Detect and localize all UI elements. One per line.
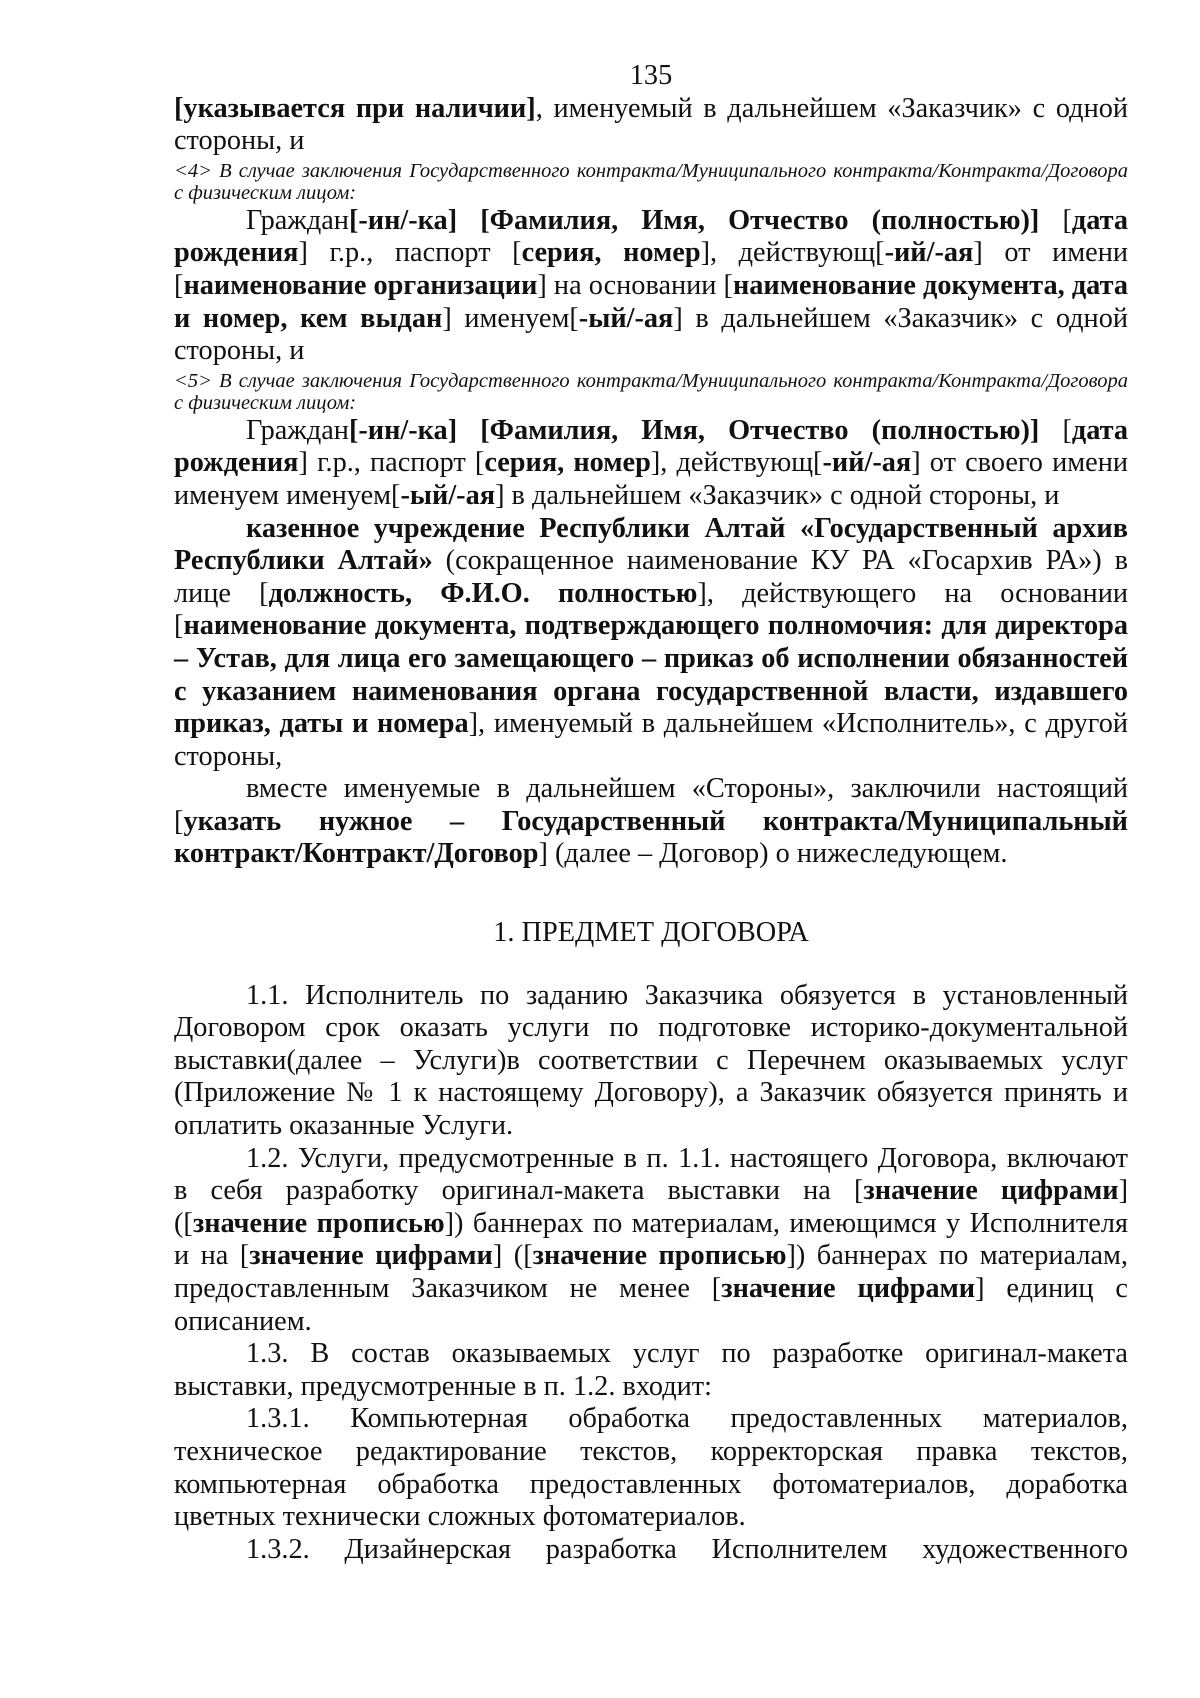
text-run: [ — [1039, 204, 1072, 236]
paragraph — [174, 773, 1128, 871]
text-run: 1.3.2. Дизайнерская разработка Исполнителем художественного — [246, 1533, 1128, 1565]
text-run: <5> В случае заключения Государственного контракта/Муниципального контракта/Контракта/Договора с физическим лицом: — [174, 369, 1128, 414]
bold-text-run: казенное учреждение Республики Алтай «Государственный архив Республики Алтай» — [174, 512, 1128, 577]
text-run: ] на основании [ — [537, 269, 733, 301]
text-run: ], именуемый в дальнейшем «Исполнитель», с другой стороны, — [174, 708, 1128, 772]
text-run: ] ([ — [492, 1240, 533, 1272]
paragraph — [174, 1338, 1128, 1403]
bold-text-run: -ий/-ая — [822, 447, 912, 479]
bold-text-run: значение цифрами — [721, 1273, 976, 1304]
text-run: 1.2. Услуги, предусмотренные в п. 1.1. настоящего Договора, включают в себя разработку оригинал-макета выставки на [ — [174, 1142, 1128, 1207]
text-run: ] ([ — [174, 1175, 1128, 1239]
bold-text-run: значение цифрами — [249, 1240, 493, 1272]
paragraph — [174, 1534, 1128, 1567]
text-run: ] г.р., паспорт [ — [298, 237, 522, 269]
section-heading — [174, 917, 1128, 950]
text-run: 1.3. В состав оказываемых услуг по разработке оригинал-макета выставки, предусмотренные в п. 1.2. входит: — [174, 1338, 1128, 1402]
paragraph — [174, 513, 1128, 774]
text-run: 1.1. Исполнитель по заданию Заказчика обязуется в установленный Договором срок оказать услуги по подготовке историко-документальной выставки(далее – Услуги)в соответствии с Перечнем оказываемых услуг (Приложение № 1 к настоящему Договору), а Заказчик обязуется принять и оплатить оказанные Услуги. — [174, 979, 1128, 1142]
text-run: 1.3.1. Компьютерная обработка предоставленных материалов, техническое редактирование текстов, корректорская правка текстов, компьютерная обработка предоставленных фотоматериалов, доработка цветных технически сложных фотоматериалов. — [174, 1403, 1128, 1533]
text-run: ], действующего на основании [ — [174, 577, 1128, 642]
text-run: , именуемый в дальнейшем «Заказчик» с одной стороны, и — [174, 92, 1129, 157]
bold-text-run: [-ин/-ка] — [348, 414, 458, 446]
bold-text-run: значение цифрами — [863, 1175, 1119, 1207]
text-run: ], действующ[ — [700, 237, 885, 269]
text-run: Граждан — [246, 414, 349, 446]
text-run: ]) баннерах по материалам, предоставленным Заказчиком не менее [ — [174, 1240, 1129, 1304]
bold-text-run: наименование документа, дата и номер, кем выдан — [174, 269, 1128, 334]
text-run: (сокращенное наименование КУ РА «Госархив РА») в лице [ — [174, 545, 1128, 609]
bold-text-run: -ый/-ая — [578, 302, 674, 334]
paragraph — [174, 415, 1128, 513]
page-number: 135 — [629, 60, 673, 91]
text-run: вместе именуемые в дальнейшем «Стороны», заключили настоящий [ — [174, 773, 1128, 837]
bold-text-run: указать нужное – Государственный контракта/Муниципальный контракт/Контракт/Договор — [174, 805, 1128, 870]
bold-text-run: -ий/-ая — [884, 237, 974, 269]
text-run: ] (далее – Договор) о нижеследующем. — [538, 838, 1008, 870]
bold-text-run: серия, номер — [521, 237, 701, 269]
bold-text-run: дата рождения — [174, 204, 1128, 269]
text-run — [457, 205, 480, 236]
text-run: Граждан — [246, 204, 349, 236]
bold-text-run: наименование организации — [183, 269, 538, 301]
paragraph — [174, 1143, 1128, 1339]
footnote-remark — [174, 160, 1128, 204]
text-run: [ — [1039, 414, 1072, 446]
text-run: ], действующ[ — [650, 447, 823, 479]
footnote-remark — [174, 370, 1128, 414]
bold-text-run: [Фамилия, Имя, Отчество (полностью)] — [480, 204, 1040, 236]
text-run: ] в дальнейшем «Заказчик» с одной стороны, и — [495, 479, 1060, 511]
bold-text-run: [-ин/-ка] — [348, 204, 458, 236]
text-run: <4> В случае заключения Государственного контракта/Муниципального контракта/Контракта/Договора с физическим лицом: — [174, 159, 1128, 204]
bold-text-run: наименование документа, подтверждающего полномочия: для директора – Устав, для лица его замещающего – приказ об исполнении обязанностей с указанием наименования органа государственной власти, издавшего приказ, даты и номера — [174, 610, 1128, 740]
text-run: ] от своего имени именуем именуем[ — [174, 447, 1128, 511]
text-run: ]) баннерах по материалам, имеющимся у Исполнителя и на [ — [174, 1207, 1128, 1272]
paragraph — [174, 205, 1128, 368]
bold-text-run: дата рождения — [174, 414, 1128, 479]
document-body — [174, 93, 1128, 1567]
bold-text-run: [указывается при наличии] — [174, 92, 536, 124]
text-run — [457, 415, 480, 446]
paragraph — [174, 980, 1128, 1143]
bold-text-run: должность, Ф.И.О. полностью — [268, 577, 698, 609]
text-run: ] от имени [ — [174, 237, 1128, 301]
paragraph — [174, 1403, 1128, 1533]
bold-text-run: [Фамилия, Имя, Отчество (полностью)] — [480, 414, 1040, 446]
paragraph — [174, 93, 1128, 158]
document-page — [174, 60, 1128, 1566]
text-run: ] именуем[ — [442, 302, 579, 334]
text-run: ] г.р., паспорт [ — [298, 447, 485, 479]
text-run: ] единиц с описанием. — [174, 1273, 1128, 1337]
bold-text-run: значение прописью — [532, 1240, 787, 1272]
bold-text-run: -ый/-ая — [400, 479, 496, 511]
text-run: 1. ПРЕДМЕТ ДОГОВОРА — [493, 917, 809, 949]
bold-text-run: значение прописью — [192, 1207, 445, 1239]
bold-text-run: серия, номер — [484, 447, 651, 479]
text-run: ] в дальнейшем «Заказчик» с одной стороны, и — [174, 302, 1128, 367]
